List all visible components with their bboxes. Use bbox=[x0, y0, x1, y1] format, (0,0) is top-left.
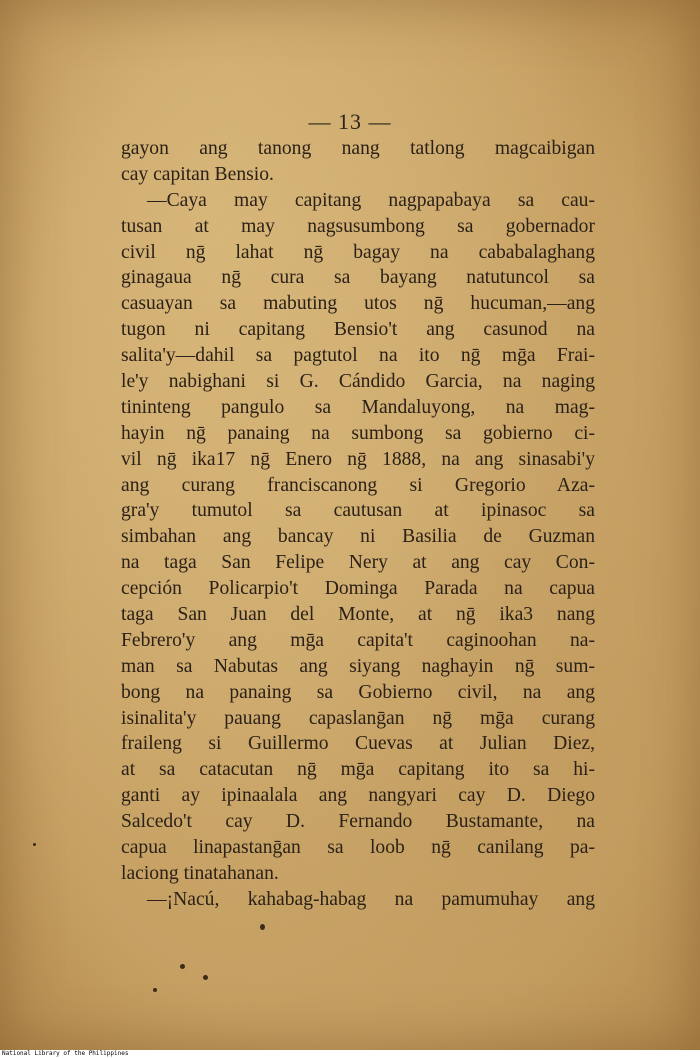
ink-spot bbox=[33, 843, 36, 846]
ink-spot bbox=[180, 964, 185, 969]
text-line: —Caya may capitang nagpapabaya sa cau- bbox=[147, 189, 595, 211]
text-line: ginagaua nḡ cura sa bayang natutuncol sa bbox=[121, 267, 595, 289]
text-line: —¡Nacú, kahabag-habag na pamumuhay ang bbox=[147, 888, 595, 910]
text-line: Febrero'y ang mḡa capita't caginoohan na- bbox=[121, 629, 595, 651]
text-line: man sa Nabutas ang siyang naghayin nḡ sum- bbox=[121, 655, 595, 677]
text-line: vil nḡ ika17 nḡ Enero nḡ 1888, na ang sinasabi'y bbox=[121, 448, 595, 470]
text-line: na taga San Felipe Nery at ang cay Con- bbox=[121, 552, 595, 574]
text-line: ganti ay ipinaalala ang nangyari cay D. Diego bbox=[121, 785, 595, 807]
text-line: simbahan ang bancay ni Basilia de Guzman bbox=[121, 526, 595, 548]
text-line: tusan at may nagsusumbong sa gobernador bbox=[121, 215, 595, 237]
text-line: gayon ang tanong nang tatlong magcaibigan bbox=[121, 138, 595, 159]
text-line: cepción Policarpio't Dominga Parada na capua bbox=[121, 578, 595, 600]
text-line: cay capitan Bensio. bbox=[121, 163, 274, 185]
ink-spot bbox=[153, 988, 157, 992]
ink-spot bbox=[260, 924, 265, 930]
text-line: at sa catacutan nḡ mḡa capitang ito sa hi- bbox=[121, 759, 595, 781]
text-line: bong na panaing sa Gobierno civil, na ang bbox=[121, 681, 595, 703]
text-line: tugon ni capitang Bensio't ang casunod na bbox=[121, 319, 595, 341]
text-line: gra'y tumutol sa cautusan at ipinasoc sa bbox=[121, 500, 595, 522]
text-line: taga San Juan del Monte, at nḡ ika3 nang bbox=[121, 604, 595, 626]
text-line: tininteng pangulo sa Mandaluyong, na mag- bbox=[121, 396, 595, 418]
text-line: Salcedo't cay D. Fernando Bustamante, na bbox=[121, 811, 595, 833]
text-line: casuayan sa mabuting utos nḡ hucuman,—ang bbox=[121, 293, 595, 315]
text-line: ang curang franciscanong si Gregorio Aza- bbox=[121, 474, 595, 496]
ink-spot bbox=[203, 975, 208, 980]
text-line: fraileng si Guillermo Cuevas at Julian Diez, bbox=[121, 733, 595, 755]
text-line: laciong tinatahanan. bbox=[121, 862, 279, 884]
page-number: — 13 — bbox=[308, 109, 392, 134]
text-line: le'y nabighani si G. Cándido Garcia, na naging bbox=[121, 371, 595, 393]
text-line: isinalita'y pauang capaslanḡan nḡ mḡa curang bbox=[121, 707, 595, 729]
text-line: capua linapastanḡan sa loob nḡ canilang pa- bbox=[121, 837, 595, 859]
body-text bbox=[121, 136, 595, 913]
text-line: civil nḡ lahat nḡ bagay na cababalaghang bbox=[121, 241, 595, 263]
library-watermark: National Library of the Philippines bbox=[0, 1050, 700, 1058]
text-line: salita'y—dahil sa pagtutol na ito nḡ mḡa Frai- bbox=[121, 345, 595, 367]
text-line: hayin nḡ panaing na sumbong sa gobierno ci- bbox=[121, 422, 595, 444]
